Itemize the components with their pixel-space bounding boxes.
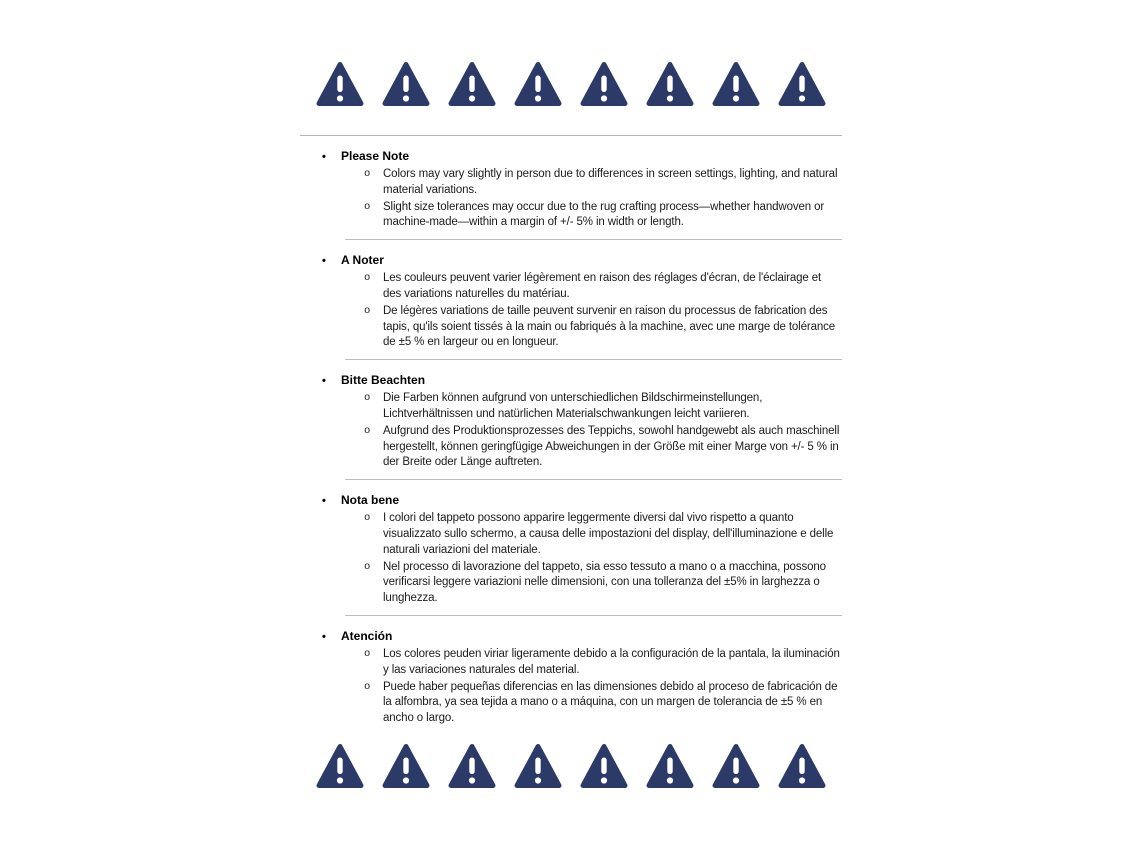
warning-triangle-icon [580, 58, 628, 110]
warning-triangle-icon [580, 740, 628, 792]
sub-bullet-icon: o [364, 647, 371, 660]
warning-triangle-icon [382, 58, 430, 110]
note-text: Los colores peuden viriar ligeramente debido a la configuración de la pantala, la iluminación y las variaciones naturales del material. [383, 647, 840, 676]
section-heading: Atención [341, 628, 393, 643]
sub-bullet-icon: o [364, 560, 371, 573]
note-text: Colors may vary slightly in person due to differences in screen settings, lighting, and natural material variations. [383, 168, 838, 196]
sub-bullet-icon: o [364, 680, 371, 693]
note-text: Nel processo di lavorazione del tappeto, sia esso tessuto a mano o a macchina, possono verificarsi leggere variazioni nelle dimensioni, con una tolleranza del ±5% in larghezza o lunghezza. [383, 560, 826, 605]
section-please-note [300, 148, 842, 240]
section-heading-row [300, 372, 842, 389]
bullet-icon: • [322, 255, 326, 268]
sub-bullet-icon: o [364, 424, 371, 437]
warning-triangle-icon [382, 740, 430, 792]
note-item [300, 560, 842, 607]
section-heading: Nota bene [341, 493, 400, 508]
note-text: Puede haber pequeñas diferencias en las dimensiones debido al proceso de fabricación de la alfombra, ya sea tejida a mano o a máquina, con un margen de tolerancia de ±5 % en ancho o largo. [383, 680, 838, 725]
warning-row-bottom [300, 740, 842, 792]
section-heading: Bitte Beachten [341, 373, 426, 388]
section-divider [345, 359, 842, 360]
bullet-icon: • [322, 375, 326, 388]
note-item [300, 391, 842, 423]
note-item [300, 647, 842, 679]
warning-triangle-icon [316, 740, 364, 792]
note-text: Slight size tolerances may occur due to the rug crafting process—whether handwoven or machine-made—within a margin of +/- 5% in width or length. [383, 200, 825, 229]
top-divider [300, 135, 842, 136]
warning-triangle-icon [448, 58, 496, 110]
bullet-icon: • [322, 151, 326, 163]
note-text: I colori del tappeto possono apparire leggermente diversi dal vivo rispetto a quanto visualizzato sullo schermo, a causa delle impostazioni del display, dell'illuminazione e delle naturali variazioni del materiale. [383, 512, 834, 556]
note-item [300, 271, 842, 303]
sub-bullet-icon: o [364, 512, 371, 525]
note-item [300, 511, 842, 558]
note-item [300, 200, 842, 232]
warning-triangle-icon [514, 740, 562, 792]
sub-bullet-icon: o [364, 392, 371, 405]
bullet-icon: • [322, 630, 326, 643]
section-heading: A Noter [341, 253, 384, 268]
note-text: De légères variations de taille peuvent survenir en raison du processus de fabrication des tapis, qu'ils soient tissés à la main ou fabriqués à la machine, avec une marge de tolérance de ±5 % en largeur ou en longueur. [383, 304, 836, 349]
sub-bullet-icon: o [364, 304, 371, 317]
warning-row-top [300, 58, 842, 110]
section-atencion [300, 628, 842, 727]
note-item [300, 167, 842, 199]
section-a-noter [300, 252, 842, 360]
section-divider [345, 239, 842, 240]
section-bitte-beachten [300, 372, 842, 480]
warning-triangle-icon [712, 740, 760, 792]
sub-bullet-icon: o [364, 168, 371, 180]
sub-bullet-icon: o [364, 272, 371, 285]
note-text: Les couleurs peuvent varier légèrement en raison des réglages d'écran, de l'éclairage et des variations naturelles du matériau. [383, 272, 822, 300]
warning-triangle-icon [778, 740, 826, 792]
note-item [300, 424, 842, 471]
section-divider [345, 615, 842, 616]
warning-triangle-icon [778, 58, 826, 110]
note-text: Die Farben können aufgrund von unterschiedlichen Bildschirmeinstellungen, Lichtverhältnissen und natürlichen Materialschwankungen leicht variieren. [383, 392, 763, 420]
bullet-icon: • [322, 495, 326, 508]
note-text: Aufgrund des Produktionsprozesses des Teppichs, sowohl handgewebt als auch maschinell hergestellt, können geringfügige Abweichungen in der Größe mit einer Marge von +/- 5 % in der Breite oder Länge auftreten. [383, 424, 840, 469]
note-item [300, 680, 842, 727]
warning-triangle-icon [646, 740, 694, 792]
section-heading-row [300, 628, 842, 645]
sub-bullet-icon: o [364, 200, 371, 213]
section-heading-row [300, 148, 842, 165]
warning-triangle-icon [646, 58, 694, 110]
section-heading: Please Note [341, 149, 410, 163]
warning-triangle-icon [448, 740, 496, 792]
section-nota-bene [300, 492, 842, 616]
note-item [300, 304, 842, 351]
section-heading-row [300, 492, 842, 509]
warning-triangle-icon [514, 58, 562, 110]
warning-triangle-icon [712, 58, 760, 110]
section-divider [345, 479, 842, 480]
notes-list [300, 148, 842, 728]
section-heading-row [300, 252, 842, 269]
warning-triangle-icon [316, 58, 364, 110]
